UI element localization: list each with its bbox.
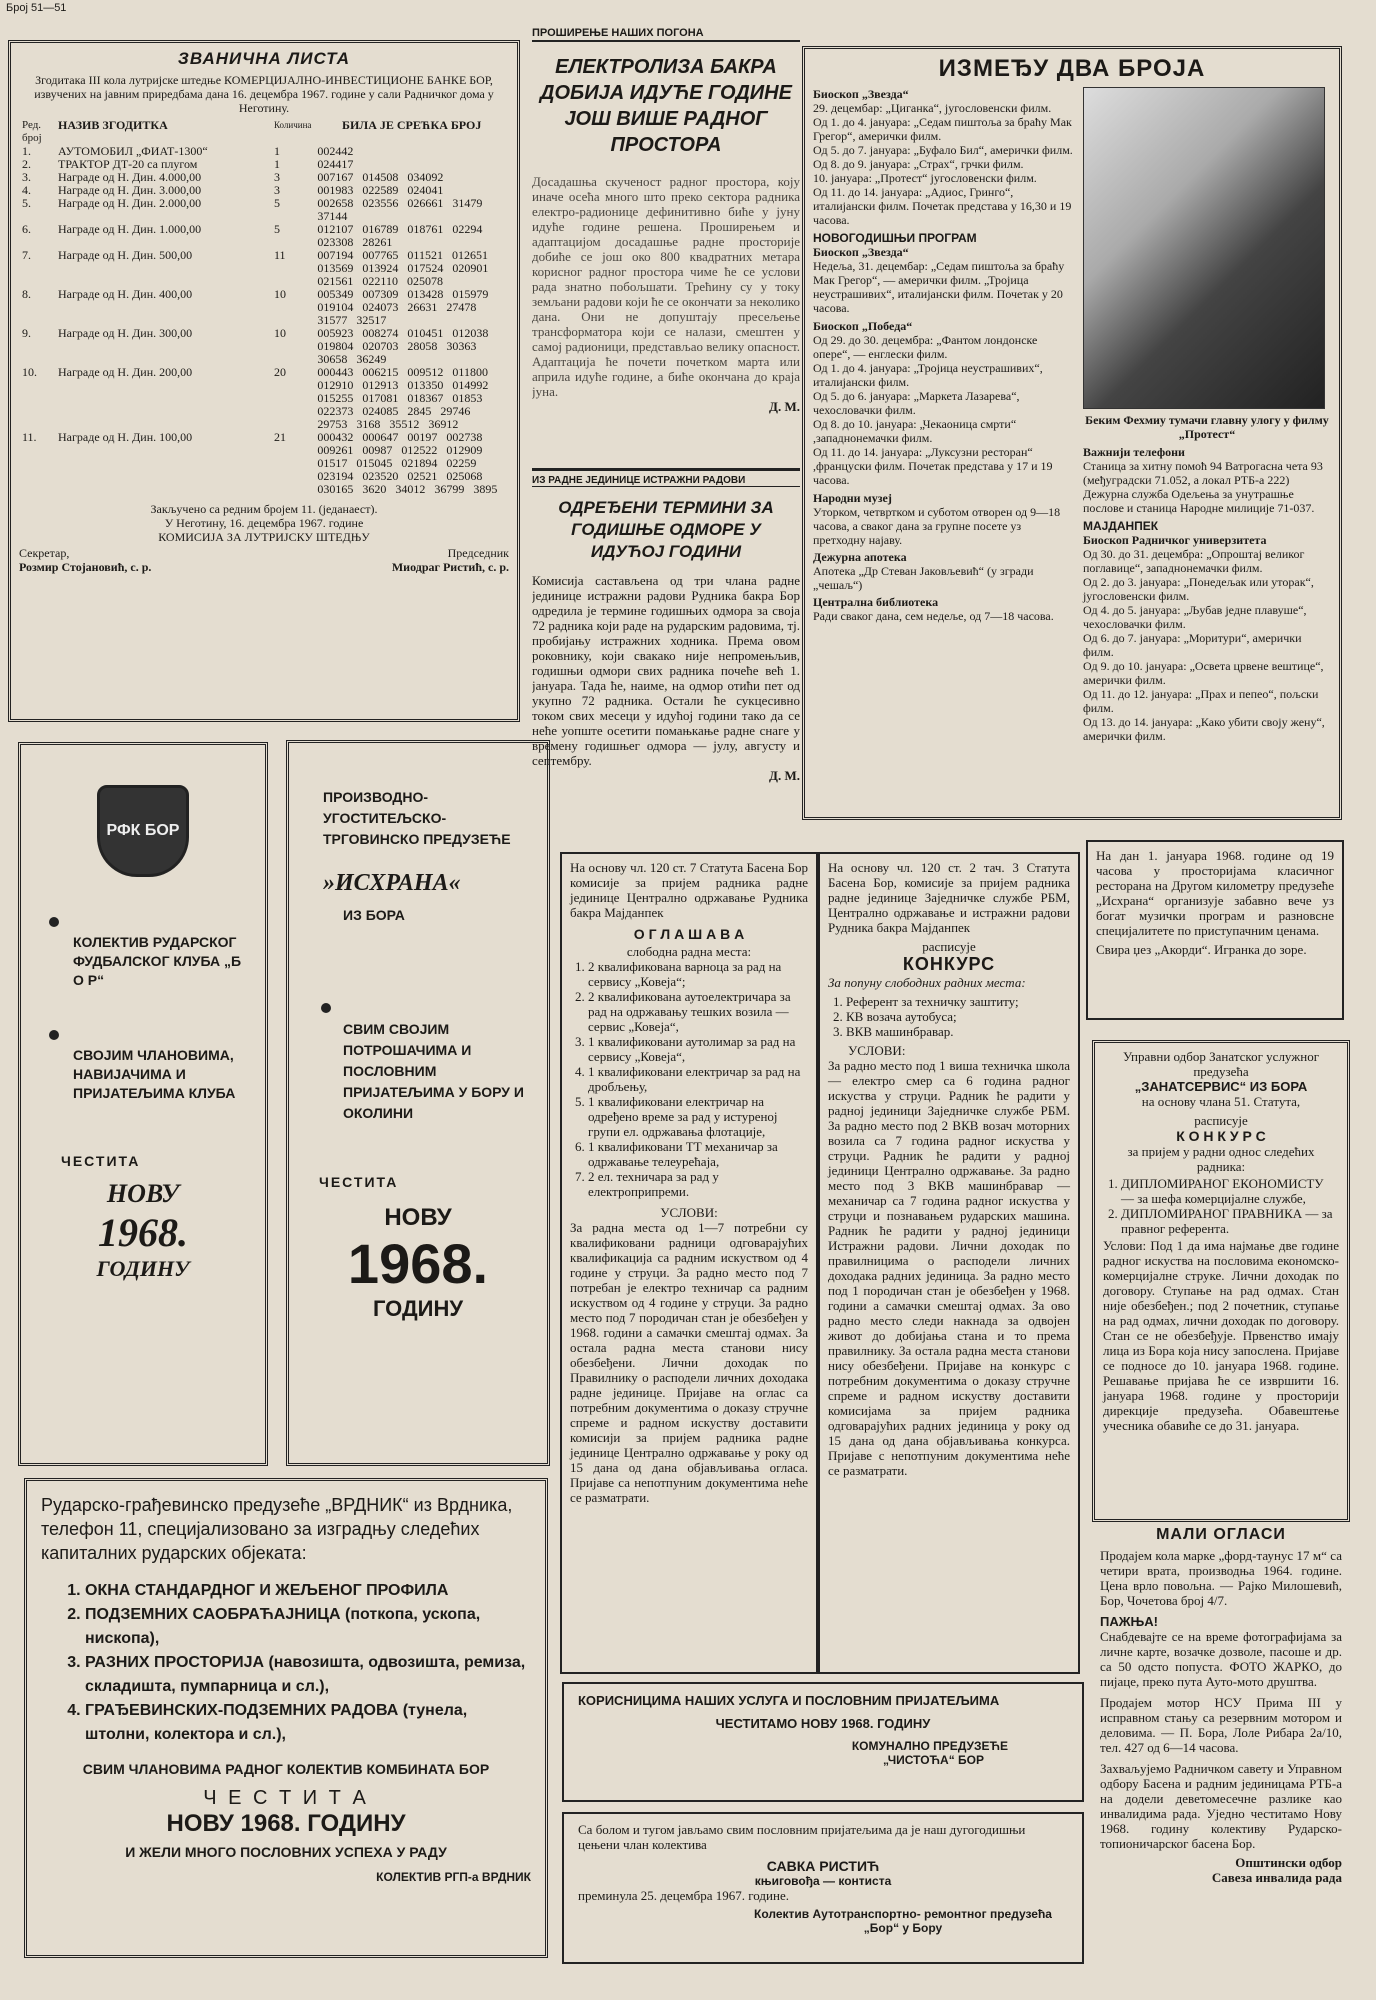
classified-thanks: Захваљујемо Радничком савету и Управном одбору Басена и радним јединицама РТБ-а на додели деветомесечне разлике као инвалидима рада. Уједно честитамо Нову 1968. годину колективу Рударско-топионичарског басена Бор.	[1100, 1761, 1342, 1851]
cinema3-entry: Од 9. до 10. јануара: „Освета црвене вештице“, амерички филм.	[1082, 659, 1324, 687]
lottery-cell-nums: 002658 023556 026661 31479 37144	[317, 196, 483, 223]
konkurs1-item: 3. ВКВ машинбравар.	[846, 1024, 1070, 1039]
party-text: На дан 1. јануара 1968. године од 19 часова у просторијама класичног ресторана на Другом километру предузеће „Исхрана“ организује забавно вече уз богат музички програм и разновсне специјалитете по приступачним ценама.	[1096, 848, 1334, 938]
lottery-row	[19, 197, 509, 223]
fk-bor-logo-text: РФК БОР	[106, 822, 180, 839]
cinema2-entry: Од 11. до 14. јануара: „Луксузни ресторан“ ,француски филм. Почетак представа у 17 и 19 часова.	[813, 445, 1053, 487]
lottery-cell-qty: 1	[274, 144, 280, 158]
vrdnik-sign: КОЛЕКТИВ РГП-а ВРДНИК	[376, 1870, 531, 1884]
lottery-cell-qty: 1	[274, 157, 280, 171]
vrdnik-intro: Рударско-грађевинско предузеће „ВРДНИК“ из Врдника, телефон 11, специјализовано за изградњу следећих капиталних рударских објеката:	[41, 1495, 513, 1563]
vrdnik-line: СВИМ ЧЛАНОВИМА РАДНОГ КОЛЕКТИВ КОМБИНАТА БОР	[82, 1761, 490, 1777]
konkurs1-raspisuje: расписује	[922, 939, 976, 954]
pharmacy-text: Апотека „Др Стеван Јаковљевић“ (у згради „чешаљ“)	[813, 564, 1034, 592]
oglasava-list	[570, 959, 808, 1199]
ishrana-line1: ПРОИЗВОДНО- УГОСТИТЕЉСКО- ТРГОВИНСКО ПРЕДУЗЕЋЕ	[323, 789, 511, 847]
electrolysis-article	[532, 26, 800, 466]
lottery-header-row	[19, 119, 509, 145]
vrdnik-ad	[24, 1478, 548, 1958]
cinema1-entry: 10. јануара: „Протест“ југословенски филм.	[813, 171, 1037, 185]
konkurs1-title: КОНКУРС	[902, 954, 996, 974]
oglasava-item: 5. 1 квалификовани електричар на одређено време за рад у истуреној групи ел. одржавања флотације,	[588, 1094, 808, 1139]
majdanpek-title: МАЈДАНПЕК	[1082, 519, 1159, 533]
oglasava-item: 6. 1 квалификовани ТТ механичар за одржавање телеурећаја,	[588, 1139, 808, 1169]
ishrana-name: »ИСХРАНА«	[323, 870, 461, 896]
lottery-cell-nums: 007194 007765 011521 012651 013569 013924 017524 020901 021561 022110 025078	[317, 248, 489, 288]
ishrana-greet: ЧЕСТИТА	[319, 1174, 399, 1190]
president-label: Председник	[447, 546, 509, 560]
vacation-title: ОДРЕЂЕНИ ТЕРМИНИ ЗА ГОДИШЊЕ ОДМОРЕ У ИДУЋОЈ ГОДИНИ	[558, 498, 774, 561]
cinema3-title: Биоскоп Радничког универзитета	[1082, 533, 1267, 547]
lottery-cell-n: 9.	[22, 326, 31, 340]
lottery-closing: Закључено са редним бројем 11. (једанаест).	[150, 502, 378, 516]
vrdnik-greet: Ч Е С Т И Т А	[203, 1787, 369, 1809]
chistoca-sign2: „ЧИСТОЋА“ БОР	[882, 1753, 984, 1767]
obituary-ad	[562, 1812, 1084, 1964]
lottery-cell-n: 3.	[22, 170, 31, 184]
classified-sign2: Савеза инвалида рада	[1211, 1870, 1342, 1885]
newyear-party	[1086, 840, 1344, 1020]
cinema1-entry: 29. децембар: „Циганка“, југословенски филм.	[813, 101, 1052, 115]
oglasava-cond-title: УСЛОВИ:	[660, 1205, 718, 1220]
oglasava-item: 4. 1 квалификовани електричар за рад на дробљењу,	[588, 1064, 808, 1094]
konkurs1-intro: На основу чл. 120 ст. 2 тач. 3 Статута Басена Бор, комисије за пријем радника радне јединице Заједничке службе РБМ, Централно одржавање и истражни радови Рудника бакра Мајданпек	[828, 860, 1070, 935]
chistoca-line2: ЧЕСТИТАМО НОВУ 1968. ГОДИНУ	[715, 1716, 931, 1731]
col-no: Ред. број	[22, 119, 42, 144]
lottery-place-date: У Неготину, 16. децембра 1967. године	[164, 516, 364, 530]
classified-motor: Продајем мотор НСУ Прима III у исправном стању са резервним мотором и деловима. — П. Бора, Лоле Рибара 2а/10, тел. 427 од 6—14 часова.	[1100, 1695, 1342, 1755]
lottery-row	[19, 366, 509, 431]
ny-title: НОВОГОДИШЊИ ПРОГРАМ	[813, 231, 977, 245]
lottery-cell-n: 5.	[22, 196, 31, 210]
obituary-name: САВКА РИСТИЋ	[766, 1858, 880, 1874]
vacation-kicker: ИЗ РАДНЕ ЈЕДИНИЦЕ ИСТРАЖНИ РАДОВИ	[532, 475, 800, 487]
lottery-cell-qty: 10	[274, 326, 286, 340]
ishrana-year: 1968.	[347, 1232, 489, 1295]
lottery-cell-n: 10.	[22, 365, 37, 379]
lottery-cell-qty: 5	[274, 222, 280, 236]
museum-title: Народни музеј	[813, 491, 892, 505]
lottery-cell-n: 6.	[22, 222, 31, 236]
secretary-name: Розмир Стојановић, с. р.	[19, 560, 152, 574]
zanat-item: 2. ДИПЛОМИРАНОГ ПРАВНИКА — за правног референта.	[1121, 1206, 1339, 1236]
fk-bor-ad	[18, 742, 268, 1466]
cinema2-entry: Од 5. до 6. јануара: „Маркета Лазарева“, чехословачки филм.	[813, 389, 1020, 417]
bullet-icon	[321, 1003, 331, 1013]
oglasava-item: 1. 2 квалификована варноца за рад на сервису „Ковеја“;	[588, 959, 808, 989]
cinema3-entry: Од 13. до 14. јануара: „Како убити своју жену“, амерички филм.	[1082, 715, 1325, 743]
lottery-intro: Згодитака III кола лутријске штедње КОМЕРЦИЈАЛНО-ИНВЕСТИЦИОНЕ БАНКЕ БОР, извучених на јавним приредбама дана 16. децембра 1967. године у сали Радничког дома у Неготину.	[34, 73, 494, 115]
issue-number: Број 51—51	[6, 2, 67, 14]
oglasava-item: 7. 2 ел. техничара за рад у електроприпреми.	[588, 1169, 808, 1199]
lottery-cell-nums: 005349 007309 013428 015979 019104 024073 26631 27478 31577 32517	[317, 287, 489, 327]
library-text: Ради сваког дана, сем недеље, од 7—18 часова.	[813, 609, 1054, 623]
phones-title: Важнији телефони	[1082, 445, 1185, 459]
page-header	[6, 2, 306, 20]
cinema2-entry: Од 29. до 30. децембра: „Фантом лондонске опере“, — енглески филм.	[813, 333, 1038, 361]
classified-photo: Снабдевајте се на време фотографијама за личне карте, возачке дозволе, пасоше и др. са 50 одсто попуста. ФОТО ЖАРКО, до пијаце, преко пута Ауто-мото друштва.	[1100, 1629, 1342, 1689]
obituary-role: књиговођа — контиста	[754, 1874, 892, 1888]
lottery-cell-name: Награде од Н. Дин. 400,00	[58, 287, 193, 301]
museum-text: Уторком, четвртком и суботом отворен од 9—18 часова, а сваког дана за групне посете уз претходну најаву.	[813, 505, 1061, 547]
cinema1-entry: Од 8. до 9. јануара: „Страх“, грчки филм.	[813, 157, 1024, 171]
between-title: ИЗМЕЂУ ДВА БРОЈА	[938, 55, 1206, 82]
lottery-cell-nums: 012107 016789 018761 02294 023308 28261	[317, 222, 483, 249]
vrdnik-wish: И ЖЕЛИ МНОГО ПОСЛОВНИХ УСПЕХА У РАДУ	[125, 1844, 447, 1860]
pharmacy-title: Дежурна апотека	[813, 550, 907, 564]
zanatservis-ad	[1092, 1040, 1350, 1522]
bullet-icon	[49, 917, 59, 927]
actor-photo	[1083, 87, 1325, 409]
lottery-list	[8, 40, 520, 722]
cinema2-title: Биоскоп „Победа“	[813, 319, 913, 333]
lottery-cell-name: Награде од Н. Дин. 100,00	[58, 430, 193, 444]
secretary-label: Секретар,	[19, 546, 70, 560]
classifieds-title: МАЛИ ОГЛАСИ	[1156, 1526, 1286, 1543]
vrdnik-item: 2. ПОДЗЕМНИХ САОБРАЋАЈНИЦА (поткопа, ускопа, нископа),	[85, 1603, 531, 1651]
cinema3-entry: Од 11. до 12. јануара: „Прах и пепео“, пољски филм.	[1082, 687, 1319, 715]
vrdnik-ny: НОВУ 1968. ГОДИНУ	[166, 1810, 406, 1837]
col-name: НАЗИВ ЗГОДИТКА	[58, 118, 168, 132]
obituary-died: преминула 25. децембра 1967. године.	[578, 1888, 789, 1903]
lottery-cell-n: 1.	[22, 144, 31, 158]
ishrana-ad	[286, 740, 550, 1466]
cinema2-entry: Од 1. до 4. јануара: „Тројица неустрашивих“, италијански филм.	[813, 361, 1043, 389]
classifieds	[1094, 1526, 1348, 1966]
konkurs-rbm	[818, 852, 1080, 1674]
fk-bor-greet: ЧЕСТИТА	[61, 1153, 141, 1169]
ishrana-godinu: ГОДИНУ	[372, 1296, 464, 1321]
lottery-cell-name: ТРАКТОР ДТ-20 са плугом	[58, 157, 198, 171]
fk-bor-logo	[97, 785, 189, 877]
oglasava-ad	[560, 852, 818, 1674]
chistoca-ad	[562, 1682, 1084, 1802]
electrolysis-sign: Д. М.	[769, 399, 800, 414]
cinema1-title: Биоскоп „Звезда“	[813, 87, 909, 101]
lottery-cell-qty: 20	[274, 365, 286, 379]
cinema3-entry: Од 4. до 5. јануара: „Љубав једне плавуше“, чехословачки филм.	[1082, 603, 1307, 631]
cinema3-entry: Од 2. до 3. јануара: „Понедељак или уторак“, југословенски филм.	[1082, 575, 1314, 603]
oglasava-item: 2. 2 квалификована аутоелектричара за рад на одржавању тешких возила — сервис „Ковеја“,	[588, 989, 808, 1034]
fk-bor-nova: НОВУ	[106, 1179, 180, 1208]
oglasava-conditions: За радна места од 1—7 потребни су квалификовани радници одговарајућих квалификација са радним искуством од 4 године у струци. За радно место под 7 потребан је електро техничар са радним искуством од 4 године у струци. За радно место под 7 породичан стан је обезбеђен у 1968. години а самачки смештај одмах. За остала радна места станови нису обезбеђени. Лични доходак по Правилнику о расподели личних доходака радне јединице. Пријаве на оглас са потребним документима о доказу стручне спреме и радном искуству доставити комисији за пријем радника радне јединице Централно одржавање у року од 15 дана од дана објављивања огласа. Пријаве са непотпуним документима неће се разматрати.	[570, 1220, 808, 1505]
lottery-cell-name: Награде од Н. Дин. 2.000,00	[58, 196, 202, 210]
lottery-row	[19, 288, 509, 327]
vrdnik-item: 3. РАЗНИХ ПРОСТОРИЈА (навозишта, одвозишта, ремиза, складишта, пумпарница и сл.),	[85, 1651, 531, 1699]
lottery-cell-nums: 007167 014508 034092	[317, 170, 444, 184]
lottery-cell-qty: 11	[274, 248, 286, 262]
lottery-cell-n: 7.	[22, 248, 31, 262]
ishrana-city: ИЗ БОРА	[343, 907, 405, 923]
zanat-list	[1103, 1176, 1339, 1236]
vacation-body: Комисија састављена од три члана радне јединице истражни радови Рудника бакра Бор одредила је термине годишњих одмора за своја 72 радника који раде на рударским радовима, тј. пробијању истражних ходника. Према овом роковнику, који свакако није непромењљив, годишњи одмори свих радника почеће већ 1. јануара. Тада ће, наиме, на одмор отићи пет од укупно 72 радника. Остали ће сукцесивно током свих месеци у идућој години тако да се неће уопште осетити помањкање радне снаге у времену годишњег одмора — јулу, августу и септембру.	[532, 573, 800, 768]
vacation-article	[532, 468, 800, 838]
lottery-cell-qty: 3	[274, 170, 280, 184]
lottery-cell-qty: 10	[274, 287, 286, 301]
lottery-cell-name: Награде од Н. Дин. 1.000,00	[58, 222, 202, 236]
lottery-cell-name: Награде од Н. Дин. 300,00	[58, 326, 193, 340]
oglasava-intro: На основу чл. 120 ст. 7 Статута Басена Бор комисије за пријем радника радне јединице Централно одржавање Рудника бакра Мајданпек	[570, 860, 808, 920]
zanat-intro: Управни одбор Занатског услужног предузећа	[1122, 1049, 1320, 1079]
konkurs1-item: 2. КВ возача аутобуса;	[846, 1009, 1070, 1024]
library-title: Централна библиотека	[813, 595, 939, 609]
lottery-cell-name: Награде од Н. Дин. 3.000,00	[58, 183, 202, 197]
lottery-commission: КОМИСИЈА ЗА ЛУТРИЈСКУ ШТЕДЊУ	[158, 530, 370, 544]
ishrana-nova: НОВУ	[384, 1204, 452, 1231]
classified-sign1: Општински одбор	[1235, 1855, 1342, 1870]
lottery-cell-n: 4.	[22, 183, 31, 197]
lottery-cell-qty: 5	[274, 196, 280, 210]
obituary-text: Са болом и тугом јављамо свим пословним пријатељима да је наш дугогодишњи цењени члан колектива	[578, 1822, 1026, 1852]
fk-bor-line2: СВОЈИМ ЧЛАНОВИМА, НАВИЈАЧИМА И ПРИЈАТЕЉИМА КЛУБА	[73, 1047, 236, 1101]
col-qty: Количина	[274, 120, 312, 130]
zanat-conditions: Услови: Под 1 да има најмање две године радног искуства на пословима економско-комерцијалне струке. Лични доходак по договору. Ступање на рад одмах. Стан није обезбеђен.; под 2 почетник, ступање на рад одмах, лични доходак по договору. Стан се не обезбеђује. Првенство имају лица из Бора која нису запослена. Пријаве се подносе до 10. јануара 1968. године. Решавање пријава ће се извршити 16. јануара 1968. године у просторији дирекције предузећа. Обавештење учесника обавиће се до 31. јануара.	[1103, 1238, 1339, 1433]
ishrana-line2: СВИМ СВОЈИМ ПОТРОШАЧИМА И ПОСЛОВНИМ ПРИЈАТЕЉИМА У БОРУ И ОКОЛИНИ	[343, 1021, 524, 1121]
lottery-cell-n: 11.	[22, 430, 37, 444]
lottery-cell-n: 2.	[22, 157, 31, 171]
lottery-cell-qty: 3	[274, 183, 280, 197]
cinema1-entry: Од 5. до 7. јануара: „Буфало Бил“, амерички филм.	[813, 143, 1073, 157]
lottery-row	[19, 249, 509, 288]
lottery-row	[19, 327, 509, 366]
lottery-cell-nums: 000432 000647 00197 002738 009261 00987 012522 012909 01517 015045 021894 02259 023194 023520 02521 025068 030165 3620 34012 36799 3895	[317, 430, 498, 496]
lottery-table	[19, 119, 509, 496]
classified-attention-title: ПАЖЊА!	[1100, 1614, 1159, 1629]
oglasava-item: 3. 1 квалификовани аутолимар за рад на сервису „Ковеја“,	[588, 1034, 808, 1064]
bullet-icon	[49, 1030, 59, 1040]
classified-car: Продајем кола марке „форд-таунус 17 м“ са четири врата, производња 1964. године. Цена врло повољна. — Рајко Милошевић, Бор, Чочетова број 4/7.	[1100, 1548, 1342, 1608]
lottery-cell-nums: 005923 008274 010451 012038 019804 020703 28058 30363 30658 36249	[317, 326, 489, 366]
vrdnik-item: 4. ГРАЂЕВИНСКИХ-ПОДЗЕМНИХ РАДОВА (тунела, штолни, колектора и сл.),	[85, 1699, 531, 1747]
cinema2-entry: Од 8. до 10. јануара: „Чекаоница смрти“ ,западнонемачки филм.	[813, 417, 1017, 445]
party-band: Свира џез „Акорди“. Игранка до зоре.	[1096, 942, 1307, 957]
between-issues	[802, 46, 1342, 820]
ny-text: Недеља, 31. децембар: „Седам пиштоља за браћу Мак Грегор“, — амерички филм. „Тројица неустрашивих“, италијански филм. Почетак у 20 часова.	[813, 259, 1065, 315]
lottery-cell-nums: 024417	[317, 157, 354, 171]
cinema1-entry: Од 1. до 4. јануара: „Седам пиштоља за браћу Мак Грегор“, амерички филм.	[813, 115, 1072, 143]
photo-caption: Беким Фехмиу тумачи главну улогу у филму „Протест“	[1085, 413, 1329, 441]
cinema1-entry: Од 11. до 14. јануара: „Адиос, Гринго“, италијански филм. Почетак представа у 16,30 и 19 часова.	[813, 185, 1072, 227]
chistoca-sign1: КОМУНАЛНО ПРЕДУЗЕЋЕ	[851, 1739, 1008, 1753]
zanat-sub: за пријем у радни однос следећих радника:	[1127, 1144, 1315, 1174]
fk-bor-year: 1968.	[98, 1210, 188, 1255]
zanat-name: „ЗАНАТСЕРВИС“ ИЗ БОРА	[1134, 1079, 1308, 1094]
lottery-row	[19, 223, 509, 249]
konkurs1-conditions: За радно место под 1 виша техничка школа — електро смер са 6 година радног искуства у струци. Радник ће радити у радној јединици Заједничке службе РБМ. За радно место под 2 ВКВ возач моторних возила са 7 година радног искуства у струци. Радник ће радити у радној јединици Централно одржавање. За радно место под 3 ВКВ машинбравар — механичар са 7 година радног искуства у струци и познавањем рударских машина. Радник ће радити у радној јединици Истражни радови. Лични доходак по правилницима о расподели личних доходака радних јединица. За радно место под 1 породичан стан је обезбеђен у 1968. години а самачки смештај одмах. За ово радно место следи накнада за одвојен живот до добијања стана и то према правилнику. За остала радна места станови нису обезбеђени. Пријаве на конкурс с потребним документима о доказу стручне спреме и радном искуству доставити комисијама за пријем радника одговарајућих радних јединица у року од 15 дана од дана објављивања конкурса. Пријаве с непотпуним документима неће се разматрати.	[828, 1058, 1070, 1478]
cinema3-entry: Од 30. до 31. децембра: „Опроштај великог поглавице“, западнонемачки филм.	[1082, 547, 1305, 575]
zanat-title: К О Н К У Р С	[1176, 1128, 1266, 1144]
vrdnik-item: 1. ОКНА СТАНДАРДНОГ И ЖЕЉЕНОГ ПРОФИЛА	[85, 1579, 531, 1603]
konkurs1-list	[828, 994, 1070, 1039]
oglasava-sub: слободна радна места:	[626, 944, 752, 959]
zanat-item: 1. ДИПЛОМИРАНОГ ЕКОНОМИСТУ — за шефа комерцијалне службе,	[1121, 1176, 1339, 1206]
electrolysis-title: ЕЛЕКТРОЛИЗА БАКРА ДОБИЈА ИДУЋЕ ГОДИНЕ ЈОШ ВИШЕ РАДНОГ ПРОСТОРА	[540, 56, 792, 156]
electrolysis-kicker: ПРОШИРЕЊЕ НАШИХ ПОГОНА	[532, 26, 800, 42]
fk-bor-line1: КОЛЕКТИВ РУДАРСКОГ ФУДБАЛСКОГ КЛУБА „Б О Р“	[73, 934, 242, 988]
lottery-cell-n: 8.	[22, 287, 31, 301]
lottery-cell-nums: 002442	[317, 144, 354, 158]
vacation-sign: Д. М.	[769, 768, 800, 783]
konkurs1-cond-title: УСЛОВИ:	[848, 1043, 906, 1058]
obituary-sign: Колектив Аутотранспортно- ремонтног предузећа „Бор“ у Бору	[754, 1907, 1052, 1935]
konkurs1-sub: За попуну слободних радних места:	[828, 975, 1026, 990]
president-name: Миодраг Ристић, с. р.	[391, 560, 509, 574]
zanat-raspisuje: расписује	[1194, 1113, 1248, 1128]
lottery-cell-name: Награде од Н. Дин. 500,00	[58, 248, 193, 262]
electrolysis-body: Досадашња скученост радног простора, коју иначе осећа много што преко сектора радника електро-радионице дефинитивно биће у јуну идуће године решена. Проширењем и адаптацијом досадашње радне просторије добиће се још око 800 квадратних метара корисног радног простора чиме ће се услови рада знатно побољшати. Трећину су у току земљани радови који ће се окончати за неколико дана. Они не допуштају пресељење трансформатора који се налази, смештен у самој радионици, представљао велику опасност. Адаптација ће почети почетком марта или априла идуће године, а биће окончана до краја јуна.	[532, 174, 800, 399]
zanat-basis: на основу члана 51. Статута,	[1141, 1094, 1301, 1109]
col-nums: БИЛА ЈЕ СРЕЋКА БРОЈ	[342, 118, 482, 132]
fk-bor-godinu: ГОДИНУ	[96, 1256, 190, 1281]
lottery-title: ЗВАНИЧНА ЛИСТА	[177, 49, 351, 68]
chistoca-line1: КОРИСНИЦИМА НАШИХ УСЛУГА И ПОСЛОВНИМ ПРИЈАТЕЉИМА	[578, 1693, 1000, 1708]
lottery-cell-name: Награде од Н. Дин. 200,00	[58, 365, 193, 379]
lottery-cell-nums: 000443 006215 009512 011800 012910 012913 013350 014992 015255 017081 018367 01853 022373 024085 2845 29746 29753 3168 35512 36912	[317, 365, 489, 431]
lottery-cell-nums: 001983 022589 024041	[317, 183, 444, 197]
ny-cinema: Биоскоп „Звезда“	[813, 245, 909, 259]
konkurs1-item: 1. Референт за техничку заштиту;	[846, 994, 1070, 1009]
phones-text: Станица за хитну помоћ 94 Ватрогасна чета 93 (међуградски 71.052, а локал РТБ-а 222) Дежурна служба Одељења за унутрашње послове и станица Народне милиције 71-037.	[1082, 459, 1323, 515]
cinema3-entry: Од 6. до 7. јануара: „Моритури“, амерички филм.	[1082, 631, 1302, 659]
oglasava-title: О Г Л А Ш А В А	[633, 926, 745, 942]
lottery-cell-name: АУТОМОБИЛ „ФИАТ-1300“	[58, 144, 208, 158]
lottery-cell-name: Награде од Н. Дин. 4.000,00	[58, 170, 202, 184]
lottery-cell-qty: 21	[274, 430, 286, 444]
vrdnik-list	[63, 1579, 531, 1747]
lottery-row	[19, 431, 509, 496]
